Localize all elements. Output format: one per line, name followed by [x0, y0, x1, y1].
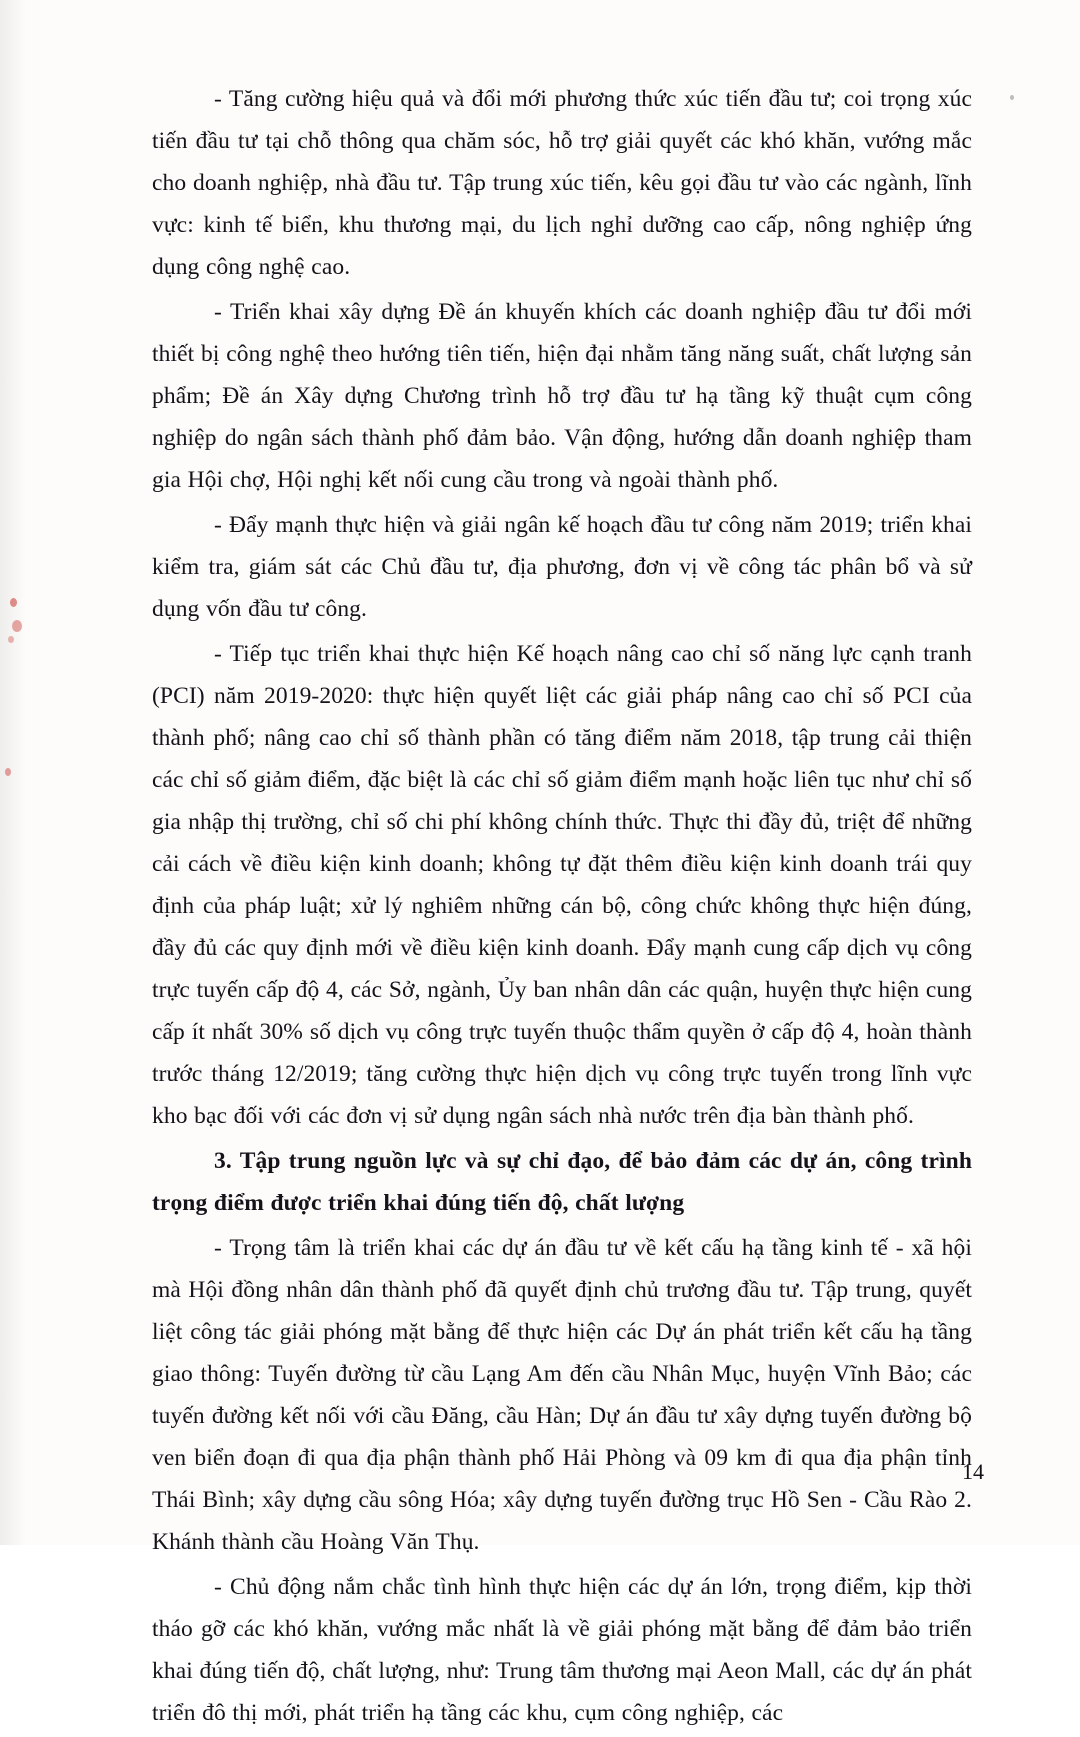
- paragraph: - Triển khai xây dựng Đề án khuyến khích các doanh nghiệp đầu tư đổi mới thiết bị công nghệ theo hướng tiên tiến, hiện đại nhằm tăng năng suất, chất lượng sản phẩm; Đề án Xây dựng Chương trình hỗ trợ đầu tư hạ tầng kỹ thuật cụm công nghiệp do ngân sách thành phố đảm bảo. Vận động, hướng dẫn doanh nghiệp tham gia Hội chợ, Hội nghị kết nối cung cầu trong và ngoài thành phố.: [152, 299, 972, 493]
- paragraph: - Trọng tâm là triển khai các dự án đầu tư về kết cấu hạ tầng kinh tế - xã hội mà Hội đồng nhân dân thành phố đã quyết định chủ trương đầu tư. Tập trung, quyết liệt công tác giải phóng mặt bằng để thực hiện các Dự án phát triển kết cấu hạ tầng giao thông: Tuyến đường từ cầu Lạng Am đến cầu Nhân Mục, huyện Vĩnh Bảo; các tuyến đường kết nối với cầu Đăng, cầu Hàn; Dự án đầu tư xây dựng tuyến đường bộ ven biển đoạn đi qua địa phận thành phố Hải Phòng và 09 km đi qua địa phận tỉnh Thái Bình; xây dựng cầu sông Hóa; xây dựng tuyến đường trục Hồ Sen - Cầu Rào 2. Khánh thành cầu Hoàng Văn Thụ.: [152, 1235, 972, 1555]
- paragraph: - Chủ động nắm chắc tình hình thực hiện các dự án lớn, trọng điểm, kịp thời tháo gỡ các khó khăn, vướng mắc nhất là về giải phóng mặt bằng để đảm bảo triển khai đúng tiến độ, chất lượng, như: Trung tâm thương mại Aeon Mall, các dự án phát triển đô thị mới, phát triển hạ tầng các khu, cụm công nghiệp, các: [152, 1574, 972, 1726]
- scan-artifact-icon: [5, 768, 11, 776]
- paragraph: - Đẩy mạnh thực hiện và giải ngân kế hoạch đầu tư công năm 2019; triển khai kiểm tra, giám sát các Chủ đầu tư, địa phương, đơn vị về công tác phân bổ và sử dụng vốn đầu tư công.: [152, 512, 972, 622]
- page-number: 14: [962, 1459, 984, 1484]
- paragraph: - Tăng cường hiệu quả và đổi mới phương thức xúc tiến đầu tư; coi trọng xúc tiến đầu tư tại chỗ thông qua chăm sóc, hỗ trợ giải quyết các khó khăn, vướng mắc cho doanh nghiệp, nhà đầu tư. Tập trung xúc tiến, kêu gọi đầu tư vào các ngành, lĩnh vực: kinh tế biển, khu thương mại, du lịch nghỉ dưỡng cao cấp, nông nghiệp ứng dụng công nghệ cao.: [152, 86, 972, 280]
- scan-artifact-icon: [10, 598, 17, 607]
- page-edge-shadow: [0, 0, 26, 1545]
- section-heading: 3. Tập trung nguồn lực và sự chỉ đạo, để bảo đảm các dự án, công trình trọng điểm được triển khai đúng tiến độ, chất lượng: [152, 1148, 972, 1216]
- scan-artifact-icon: [12, 620, 22, 632]
- paragraph: - Tiếp tục triển khai thực hiện Kế hoạch nâng cao chỉ số năng lực cạnh tranh (PCI) năm 2019-2020: thực hiện quyết liệt các giải pháp nâng cao chỉ số PCI của thành phố; nâng cao chỉ số thành phần có tăng điểm năm 2018, tập trung cải thiện các chỉ số giảm điểm, đặc biệt là các chỉ số giảm điểm mạnh hoặc liên tục như chỉ số gia nhập thị trường, chỉ số chi phí không chính thức. Thực thi đầy đủ, triệt để những cải cách về điều kiện kinh doanh; không tự đặt thêm điều kiện kinh doanh trái quy định của pháp luật; xử lý nghiêm những cán bộ, công chức không thực hiện đúng, đầy đủ các quy định mới về điều kiện kinh doanh. Đẩy mạnh cung cấp dịch vụ công trực tuyến cấp độ 4, các Sở, ngành, Ủy ban nhân dân các quận, huyện thực hiện cung cấp ít nhất 30% số dịch vụ công trực tuyến thuộc thẩm quyền ở cấp độ 4, hoàn thành trước tháng 12/2019; tăng cường thực hiện dịch vụ công trực tuyến trong lĩnh vực kho bạc đối với các đơn vị sử dụng ngân sách nhà nước trên địa bàn thành phố.: [152, 641, 972, 1129]
- scan-artifact-icon: [1010, 95, 1014, 100]
- scan-artifact-icon: [8, 636, 14, 643]
- document-body: [152, 78, 972, 1737]
